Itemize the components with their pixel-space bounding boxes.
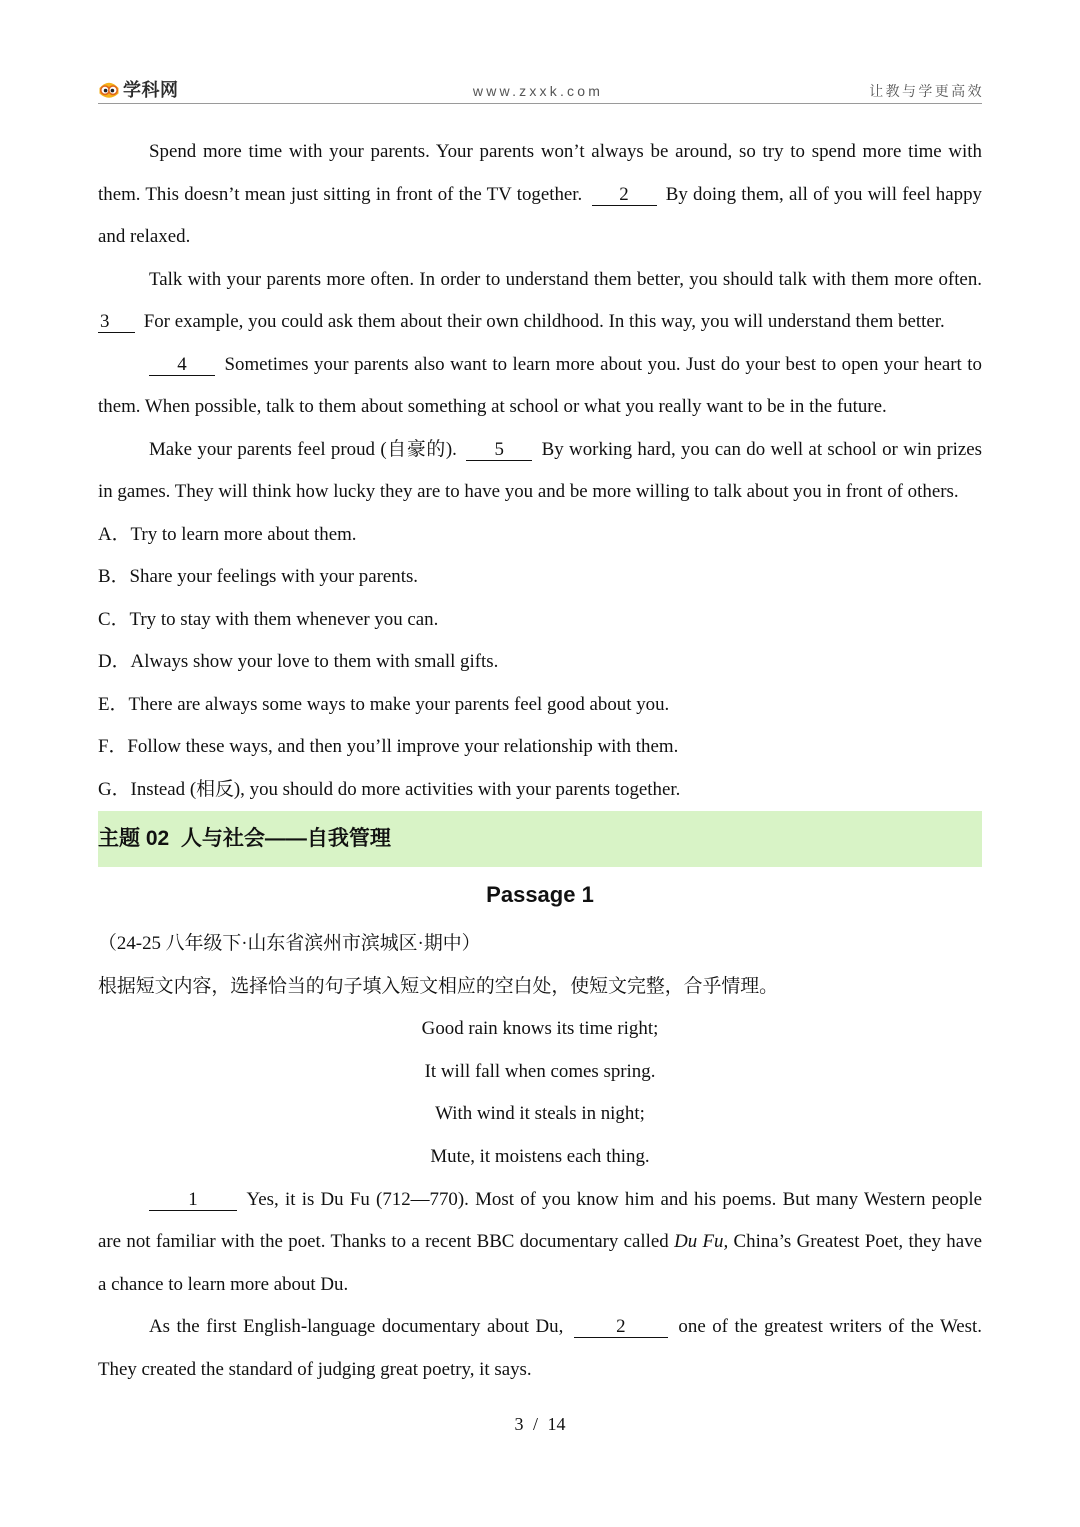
- answer-blank: 2: [574, 1317, 668, 1338]
- paragraph: [98, 131, 982, 259]
- answer-blank: 1: [149, 1190, 237, 1211]
- option-f: [98, 726, 982, 769]
- poem-line: Good rain knows its time right;: [421, 1018, 659, 1040]
- passage-title: Passage 1: [486, 882, 594, 907]
- paragraph: [98, 259, 982, 344]
- poem-line: Mute, it moistens each thing.: [430, 1145, 650, 1167]
- option-label: C．: [98, 608, 130, 630]
- option-text: Try to stay with them whenever you can.: [129, 608, 439, 630]
- page-number: 3 / 14: [514, 1414, 566, 1434]
- header-website: www.zxxk.com: [472, 83, 604, 99]
- option-label: B．: [98, 566, 130, 587]
- option-text: Always show your love to them with small gifts.: [130, 651, 499, 672]
- paragraph: [98, 1179, 982, 1307]
- paragraph-text: Talk with your parents more often. In order to understand them better, you should talk with them more often.: [149, 268, 982, 290]
- option-g: [98, 769, 982, 812]
- logo-text: 学科网: [123, 80, 179, 100]
- answer-blank: 4: [149, 355, 215, 376]
- poem-line: With wind it steals in night;: [435, 1103, 645, 1125]
- poem-line: It will fall when comes spring.: [424, 1060, 656, 1082]
- answer-blank: 3: [98, 312, 135, 333]
- option-text: Try to learn more about them.: [130, 523, 357, 545]
- option-label: G．: [98, 778, 131, 800]
- page-content: [98, 131, 982, 1392]
- option-text: Instead (相反), you should do more activities with your parents together.: [130, 778, 681, 800]
- paragraph-text: As the first English-language documentary about Du,: [149, 1316, 564, 1338]
- option-label: F．: [98, 736, 128, 757]
- paragraph-text: By working hard, you can do well at school or win prizes in games. They will think how lucky they are to have you and be more willing to talk about you in front of others.: [98, 438, 983, 502]
- paragraph-text: China’s Greatest Poet, they have a chance to learn more about Du.: [98, 1231, 982, 1295]
- passage-instruction: 根据短文内容，选择恰当的句子填入短文相应的空白处，使短文完整，合乎情理。: [98, 975, 779, 997]
- passage-body: [98, 923, 982, 1392]
- option-e: [98, 684, 982, 727]
- answer-blank: 2: [592, 185, 657, 206]
- site-logo: [98, 79, 179, 101]
- cloze-exercise: [98, 131, 982, 811]
- paragraph: [98, 429, 982, 514]
- topic-heading-band: 主题 02 人与社会——自我管理: [98, 811, 982, 867]
- header-divider: [98, 103, 982, 104]
- paragraph-text: By doing them, all of you will feel happy and relaxed.: [98, 183, 982, 247]
- paragraph: [98, 344, 982, 429]
- passage-source: （24-25 八年级下·山东省滨州市滨城区·期中）: [98, 933, 481, 954]
- header-slogan: 让教与学更高效: [869, 83, 984, 99]
- owl-logo-icon: [98, 80, 120, 100]
- answer-blank: 5: [466, 440, 532, 461]
- paragraph-text: Sometimes your parents also want to learn more about you. Just do your best to open your heart to them. When possible, talk to them about something at school or what you really want to be in the future.: [98, 353, 982, 417]
- paragraph-text: For example, you could ask them about their own childhood. In this way, you will understand them better.: [143, 311, 945, 332]
- option-b: [98, 556, 982, 599]
- option-text: Follow these ways, and then you’ll improve your relationship with them.: [127, 736, 679, 757]
- option-c: [98, 599, 982, 642]
- option-label: D．: [98, 651, 131, 672]
- paragraph: [98, 1306, 982, 1391]
- option-label: A．: [98, 523, 131, 545]
- option-text: There are always some ways to make your parents feel good about you.: [128, 693, 670, 715]
- option-text: Share your feelings with your parents.: [129, 566, 419, 587]
- option-a: [98, 514, 982, 557]
- option-d: [98, 641, 982, 684]
- documentary-title-italic: Du Fu,: [674, 1231, 729, 1253]
- paragraph-text: Yes, it is Du Fu (712—770). Most of you know him and his poems. But many Western people are not familiar with the poet. Thanks to a recent BBC documentary called: [98, 1188, 982, 1253]
- paragraph-text: Spend more time with your parents. Your parents won’t always be around, so try to spend more time with them. This doesn’t mean just sitting in front of the TV together.: [98, 141, 982, 205]
- paragraph-text: one of the greatest writers of the West. They created the standard of judging great poetry, it says.: [98, 1316, 982, 1380]
- paragraph-text: Make your parents feel proud (自豪的).: [149, 438, 457, 460]
- option-label: E．: [98, 693, 129, 715]
